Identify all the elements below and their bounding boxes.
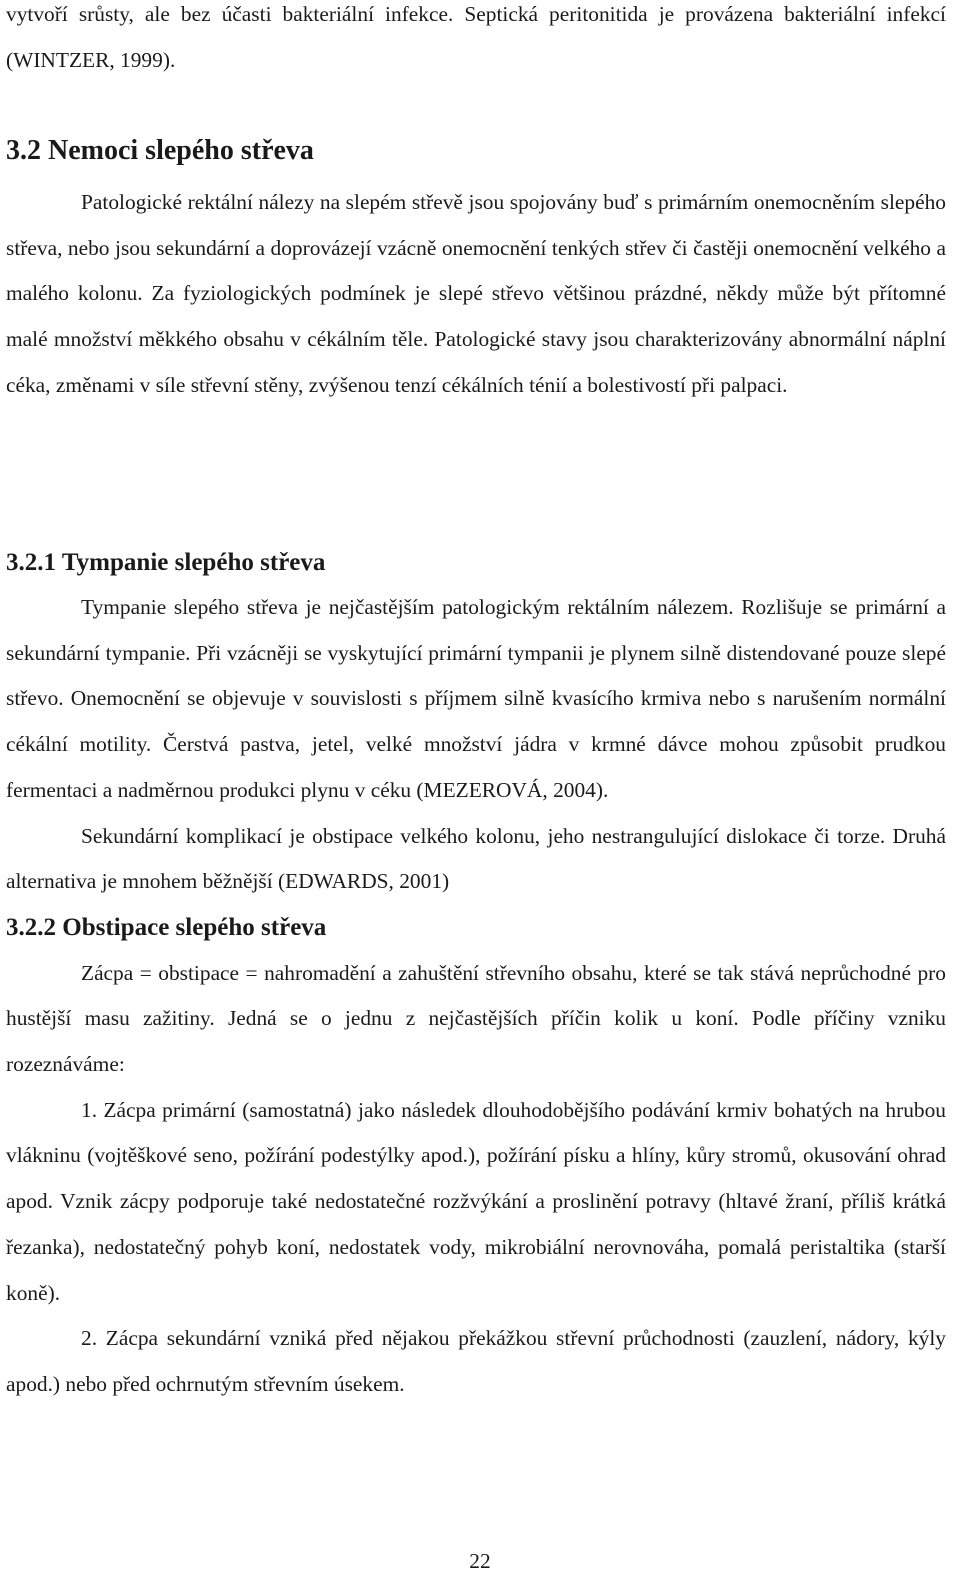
obstipace-list-item-1: 1. Zácpa primární (samostatná) jako následek dlouhodobějšího podávání krmiv bohatých na hrubou vlákninu (vojtěškové seno, požírání podestýlky apod.), požírání písku a hlíny, kůry stromů, okusování ohrad apod. Vznik zácpy podporuje také nedostatečné rozžvýkání a proslinění potravy (hltavé žraní, příliš krátká řezanka), nedostatečný pohyb koní, nedostatek vody, mikrobiální nerovnováha, pomalá peristaltika (starší koně).: [6, 1097, 946, 1305]
section-body: [6, 180, 946, 409]
section-paragraph: Patologické rektální nálezy na slepém střevě jsou spojovány buď s primárním onemocněním slepého střeva, nebo jsou sekundární a doprovázejí vzácně onemocnění tenkých střev či častěji onemocnění velkého a malého kolonu. Za fyziologických podmínek je slepé střevo většinou prázdné, někdy může být přítomné malé množství měkkého obsahu v cékálním těle. Patologické stavy jsou charakterizovány abnormální náplní céka, změnami v síle střevní stěny, zvýšenou tenzí cékálních ténií a bolestivostí při palpaci.: [6, 190, 946, 397]
subsection-heading-tympanie: 3.2.1 Tympanie slepého střeva: [6, 549, 326, 576]
tympanie-paragraph-2: Sekundární komplikací je obstipace velkého kolonu, jeho nestrangulující dislokace či torze. Druhá alternativa je mnohem běžnější (EDWARDS, 2001): [6, 823, 946, 894]
subsection-body: [6, 585, 946, 1408]
obstipace-list-item-2: 2. Zácpa sekundární vzniká před nějakou překážkou střevní průchodnosti (zauzlení, nádory, kýly apod.) nebo před ochrnutým střevním úsekem.: [6, 1326, 946, 1396]
page-number: 22: [469, 1549, 491, 1573]
section-heading: 3.2 Nemoci slepého střeva: [6, 135, 314, 166]
continuation-paragraph: vytvoří srůsty, ale bez účasti bakteriální infekce. Septická peritonitida je provázena bakteriální infekcí (WINTZER, 1999).: [6, 2, 946, 72]
obstipace-paragraph-1: Zácpa = obstipace = nahromadění a zahuštění střevního obsahu, které se tak stává neprůchodné pro hustější masu zažitiny. Jedná se o jednu z nejčastějších příčin kolik u koní. Podle příčiny vzniku rozeznáváme:: [6, 960, 946, 1077]
tympanie-paragraph-1: Tympanie slepého střeva je nejčastějším patologickým rektálním nálezem. Rozlišuje se primární a sekundární tympanie. Při vzácněji se vyskytující primární tympanii je plynem silně distendované pouze slepé střevo. Onemocnění se objevuje v souvislosti s příjmem silně kvasícího krmiva nebo s narušením normální cékální motility. Čerstvá pastva, jetel, velké množství jádra v krmné dávce mohou způsobit prudkou fermentaci a nadměrnou produkci plynu v céku (MEZEROVÁ, 2004).: [6, 595, 946, 802]
subsection-heading-obstipace: 3.2.2 Obstipace slepého střeva: [6, 913, 327, 941]
